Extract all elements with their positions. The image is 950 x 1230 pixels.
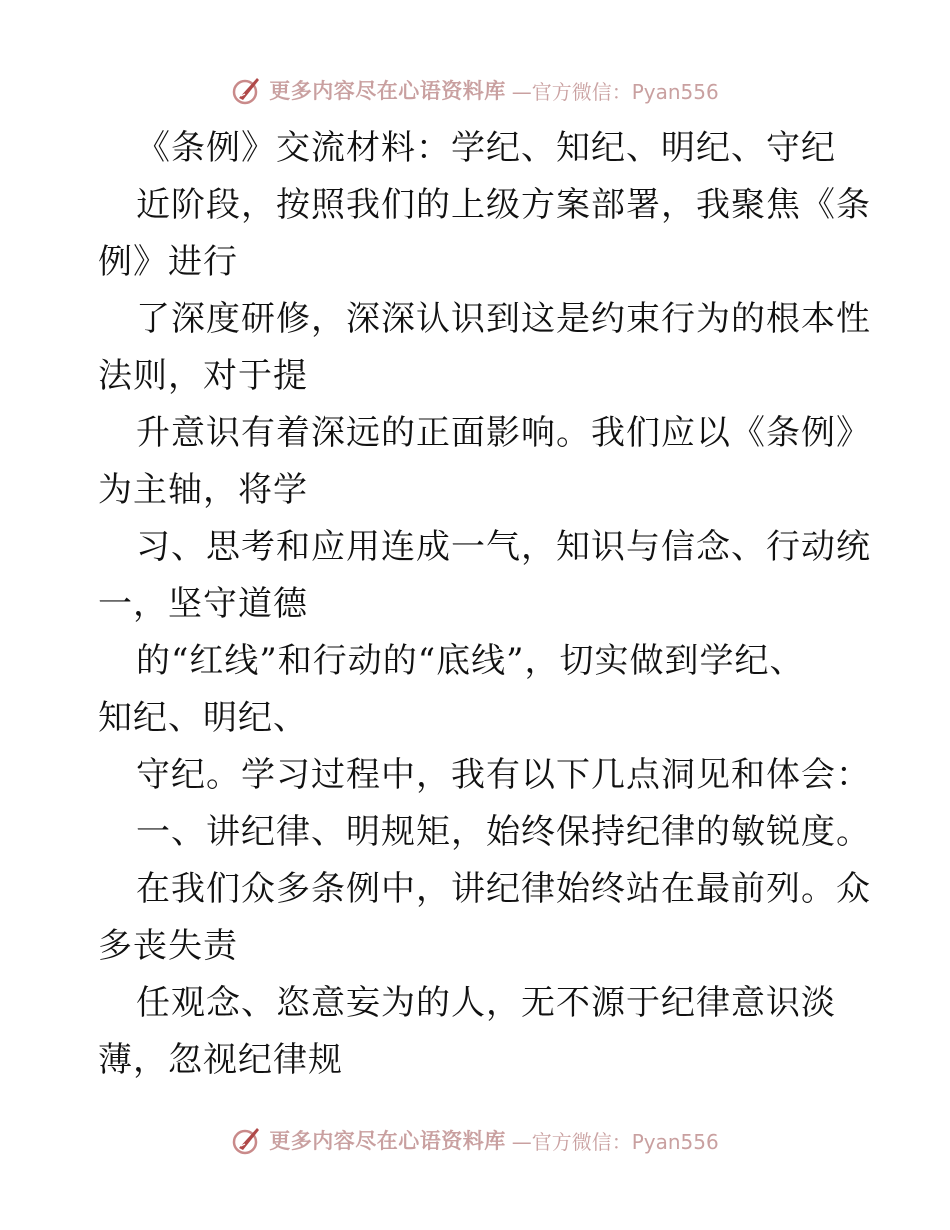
text-line: 薄，忽视纪律规 — [98, 1040, 343, 1080]
banner-brand-text: 更多内容尽在心语资料库 — [269, 1128, 506, 1153]
text-line: 近阶段，按照我们的上级方案部署，我聚焦《条 — [136, 185, 871, 225]
text-line: 升意识有着深远的正面影响。我们应以《条例》 — [136, 413, 871, 453]
text-line: 法则，对于提 — [98, 356, 308, 396]
text-line: 习、思考和应用连成一气，知识与信念、行动统 — [136, 527, 871, 567]
quill-pen-logo-icon — [231, 1124, 263, 1156]
document-body — [98, 120, 871, 1089]
text-line: 知纪、明纪、 — [98, 698, 308, 738]
banner-contact-text: —官方微信：Pyan556 — [511, 79, 719, 104]
text-line: 例》进行 — [98, 242, 238, 282]
footer-watermark-banner — [0, 1120, 950, 1160]
text-line: 多丧失责 — [98, 926, 238, 966]
banner-brand-text: 更多内容尽在心语资料库 — [269, 78, 506, 103]
text-line: 了深度研修，深深认识到这是约束行为的根本性 — [136, 299, 871, 339]
header-watermark-banner — [0, 70, 950, 110]
text-line: 一，坚守道德 — [98, 584, 308, 624]
text-line: 的“红线”和行动的“底线”，切实做到学纪、 — [136, 641, 805, 681]
banner-contact-text: —官方微信：Pyan556 — [511, 1129, 719, 1154]
text-line: 在我们众多条例中，讲纪律始终站在最前列。众 — [136, 869, 871, 909]
text-line: 任观念、恣意妄为的人，无不源于纪律意识淡 — [136, 983, 836, 1023]
document-title: 《条例》交流材料：学纪、知纪、明纪、守纪 — [136, 128, 836, 168]
quill-pen-logo-icon — [231, 74, 263, 106]
text-line: 为主轴，将学 — [98, 470, 308, 510]
text-line: 守纪。学习过程中，我有以下几点洞见和体会： — [136, 755, 871, 795]
section-heading: 一、讲纪律、明规矩，始终保持纪律的敏锐度。 — [136, 812, 871, 852]
